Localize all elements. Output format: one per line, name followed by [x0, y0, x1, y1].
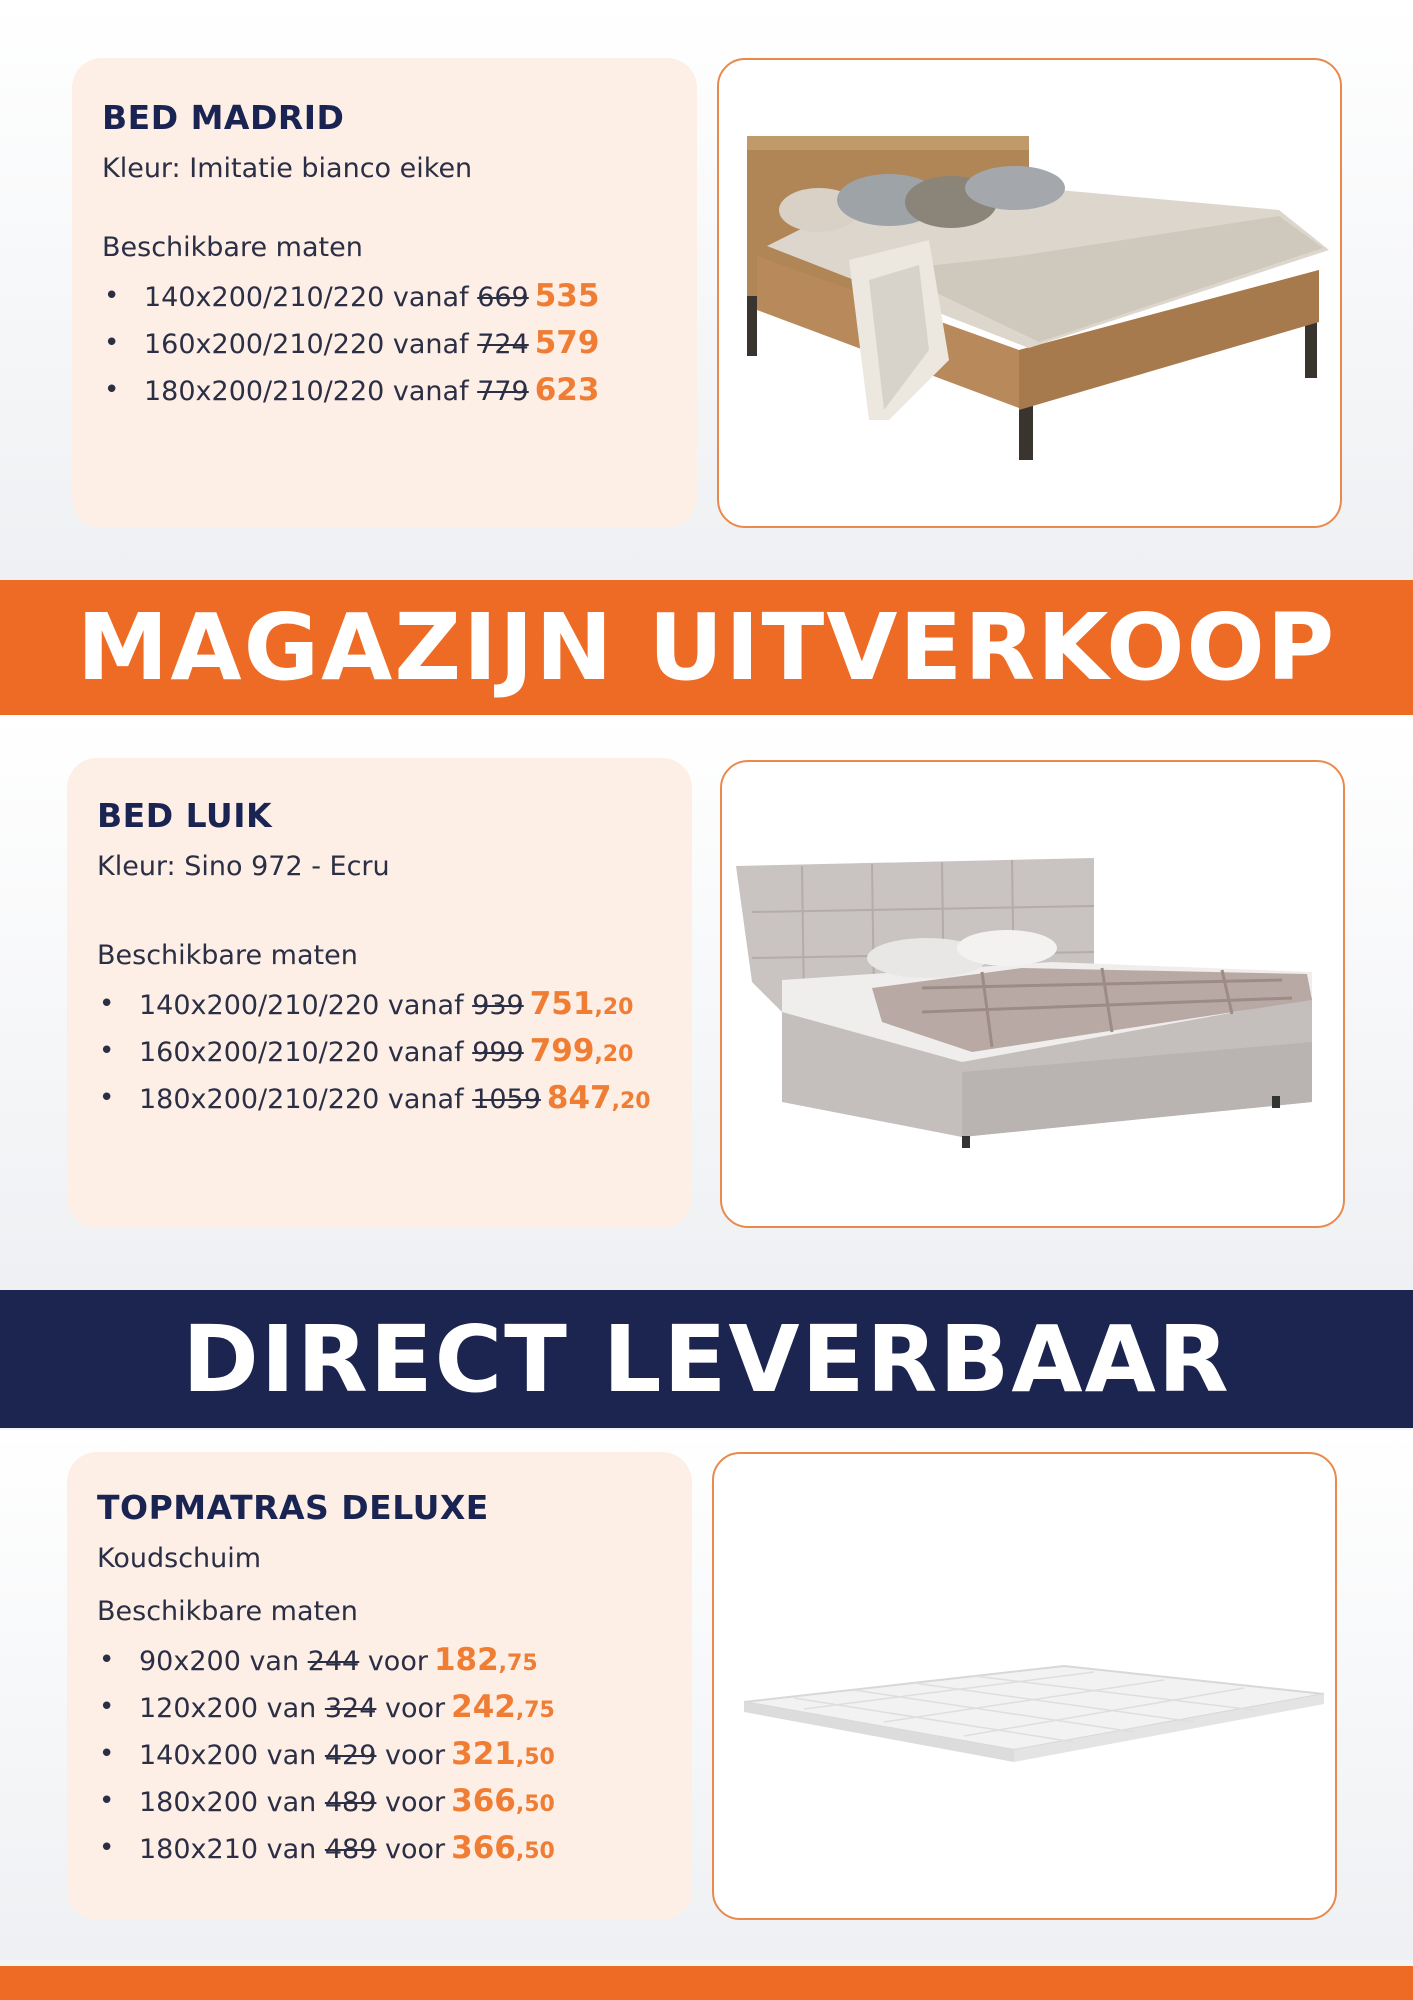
- size-list: [102, 273, 667, 414]
- new-price: 366,50: [451, 1783, 555, 1819]
- product-image-bed-luik: [720, 760, 1345, 1228]
- size-item: • 140x200 van 429 voor 321,50: [99, 1736, 555, 1772]
- product-material: Koudschuim: [97, 1543, 262, 1574]
- size-item: • 120x200 van 324 voor 242,75: [99, 1689, 555, 1725]
- new-price: 579: [534, 325, 600, 361]
- product-image-topmatras: [712, 1452, 1337, 1920]
- product-color: Kleur: Sino 972 - Ecru: [97, 851, 390, 882]
- new-price: 847,20: [546, 1080, 651, 1116]
- size-item: • 140x200/210/220 vanaf 939 751,20: [99, 986, 634, 1022]
- new-price: 751,20: [529, 986, 634, 1022]
- old-price: 724: [477, 329, 529, 360]
- old-price: 489: [324, 1834, 377, 1865]
- old-price: 939: [472, 990, 524, 1021]
- size-item: • 140x200/210/220 vanaf 669 535: [104, 278, 600, 314]
- new-price: 182,75: [433, 1642, 538, 1678]
- new-price: 623: [534, 372, 600, 408]
- old-price: 779: [477, 376, 529, 407]
- size-list: [97, 981, 662, 1122]
- sale-banner: [0, 580, 1413, 715]
- old-price: 669: [477, 282, 529, 313]
- product-title: TOPMATRAS DELUXE: [97, 1488, 489, 1527]
- old-price: 489: [324, 1787, 377, 1818]
- product-card-bed-luik: [67, 758, 692, 1228]
- old-price: 1059: [472, 1084, 541, 1115]
- new-price: 366,50: [451, 1830, 555, 1866]
- product-title: BED LUIK: [97, 796, 273, 835]
- new-price: 321,50: [451, 1736, 555, 1772]
- new-price: 242,75: [451, 1689, 555, 1725]
- size-item: • 160x200/210/220 vanaf 999 799,20: [99, 1033, 634, 1069]
- new-price: 799,20: [529, 1033, 634, 1069]
- product-image-bed-madrid: [717, 58, 1342, 528]
- product-card-bed-madrid: [72, 58, 697, 528]
- product-card-topmatras-deluxe: [67, 1452, 692, 1920]
- size-item: • 180x200/210/220 vanaf 1059 847,20: [99, 1080, 651, 1116]
- size-item: • 180x210 van 489 voor 366,50: [99, 1830, 555, 1866]
- product-title: BED MADRID: [102, 98, 345, 137]
- size-item: • 180x200/210/220 vanaf 779 623: [104, 372, 600, 408]
- delivery-banner-text: DIRECT LEVERBAAR: [182, 1305, 1231, 1413]
- old-price: 429: [324, 1740, 377, 1771]
- new-price: 535: [534, 278, 600, 314]
- sizes-label: Beschikbare maten: [97, 940, 358, 971]
- sizes-label: Beschikbare maten: [102, 232, 363, 263]
- sale-banner-text: MAGAZIJN UITVERKOOP: [76, 594, 1337, 701]
- size-item: • 90x200 van 244 voor 182,75: [99, 1642, 538, 1678]
- sizes-label: Beschikbare maten: [97, 1596, 358, 1627]
- product-color: Kleur: Imitatie bianco eiken: [102, 153, 473, 184]
- size-list: [97, 1637, 662, 1872]
- bottom-strip: [0, 1966, 1413, 2000]
- size-item: • 180x200 van 489 voor 366,50: [99, 1783, 555, 1819]
- size-item: • 160x200/210/220 vanaf 724 579: [104, 325, 600, 361]
- old-price: 244: [307, 1646, 360, 1677]
- old-price: 324: [324, 1693, 377, 1724]
- delivery-banner: [0, 1290, 1413, 1428]
- old-price: 999: [472, 1037, 524, 1068]
